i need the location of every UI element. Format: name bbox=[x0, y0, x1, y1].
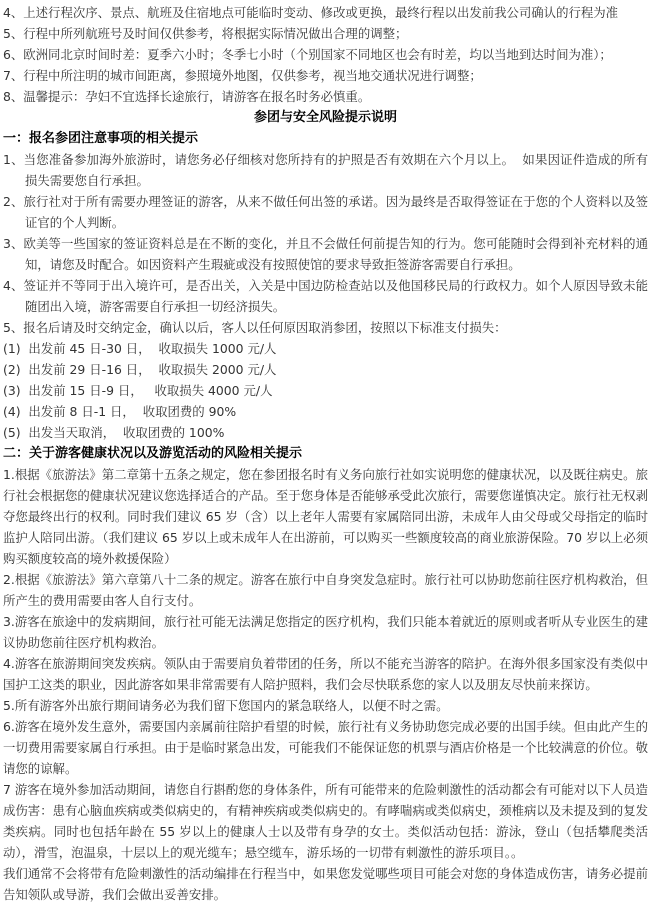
section1-heading: 一：报名参团注意事项的相关提示 bbox=[3, 131, 199, 146]
notice-line: 7、行程中所注明的城市间距离，参照境外地图，仅供参考，视当地交通状况进行调整； bbox=[3, 68, 482, 83]
section2-paragraph: 7 游客在境外参加活动期间，请您自行斟酌您的身体条件，所有可能带来的危险刺激性的活动都会有可能对以下人员造成伤害：患有心脑血疾病或类似病史的，有精神疾病或类似病史的。有哮喘病或类似病史，颈椎病以及未提及到的复发类疾病。同时也包括年龄在 55 岁以上的健康人士以及带有身孕的女士。类似活动包括：游泳，登山（包括攀爬类活动），滑雪，泡温泉，十层以上的观光缆车；悬空缆车，游乐场的一切带有刺激性的游乐项目。。 bbox=[3, 782, 648, 860]
notice-line: 4、上述行程次序、景点、航班及住宿地点可能临时变动、修改或更换，最终行程以出发前我公司确认的行程为准 bbox=[3, 5, 619, 20]
section2-heading: 二：关于游客健康状况以及游览活动的风险相关提示 bbox=[3, 446, 303, 461]
section1-item: 3、欧美等一些国家的签证资料总是在不断的变化，并且不会做任何前提告知的行为。您可能随时会得到补充材料的通知，请您及时配合。如因资料产生瑕疵或没有按照使馆的要求导致拒签游客需要自行承担。 bbox=[3, 236, 648, 272]
section2-paragraph: 3.游客在旅途中的发病期间，旅行社可能无法满足您指定的医疗机构，我们只能本着就近的原则或者听从专业医生的建议协助您前往医疗机构救治。 bbox=[3, 614, 648, 650]
section2-paragraph: 4.游客在旅游期间突发疾病。领队由于需要肩负着带团的任务，所以不能充当游客的陪护。在海外很多国家没有类似中国护工这类的职业，因此游客如果非常需要有人陪护照料，我们会尽快联系您的家人以及朋友尽快前来探访。 bbox=[3, 656, 648, 692]
section2-paragraph: 2.根据《旅游法》第六章第八十二条的规定。游客在旅行中自身突发急症时。旅行社可以协助您前往医疗机构救治，但所产生的费用需要由客人自行支付。 bbox=[3, 572, 648, 608]
cancellation-fee-line: (5) 出发当天取消， 收取团费的 100% bbox=[3, 425, 225, 440]
cancellation-fee-line: (4) 出发前 8 日-1 日， 收取团费的 90% bbox=[3, 404, 237, 419]
cancellation-fee-line: (2) 出发前 29 日-16 日， 收取损失 2000 元/人 bbox=[3, 362, 277, 377]
section1-item: 1、当您准备参加海外旅游时，请您务必仔细核对您所持有的护照是否有效期在六个月以上。 如果因证件造成的所有损失需要您自行承担。 bbox=[3, 152, 648, 188]
notice-line: 8、温馨提示：孕妇不宜选择长途旅行，请游客在报名时务必慎重。 bbox=[3, 89, 371, 104]
section1-item: 2、旅行社对于所有需要办理签证的游客，从来不做任何出签的承诺。因为最终是否取得签证在于您的个人资料以及签证官的个人判断。 bbox=[3, 194, 648, 230]
section2-paragraph: 5.所有游客外出旅行期间请务必为我们留下您国内的紧急联络人，以便不时之需。 bbox=[3, 698, 449, 713]
section2-paragraph: 1.根据《旅游法》第二章第十五条之规定，您在参团报名时有义务向旅行社如实说明您的健康状况，以及既往病史。旅行社会根据您的健康状况建议您选择适合的产品。至于您身体是否能够承受此次旅行，需要您谨慎决定。旅行社无权剥夺您最终出行的权利。同时我们建议 65 岁（含）以上老年人需要有家属陪同出游，未成年人由父母或父母指定的临时监护人陪同出游。（我们建议 65 岁以上或未成年人在出游前，可以购买一些额度较高的商业旅游保险。70 岁以上必须购买额度较高的境外救援保险） bbox=[3, 467, 648, 566]
cancellation-fee-line: (3) 出发前 15 日-9 日， 收取损失 4000 元/人 bbox=[3, 383, 273, 398]
notice-line: 6、欧洲同北京时间时差：夏季六小时；冬季七小时（个别国家不同地区也会有时差，均以当地到达时间为准）； bbox=[3, 47, 612, 62]
section2-paragraph: 我们通常不会将带有危险刺激性的活动编排在行程当中，如果您发觉哪些项目可能会对您的身体造成伤害，请务必提前告知领队或导游，我们会做出妥善安排。 bbox=[3, 866, 648, 902]
section2-paragraph: 6.游客在境外发生意外，需要国内亲属前往陪护看望的时候，旅行社有义务协助您完成必要的出国手续。但由此产生的一切费用需要家属自行承担。由于是临时紧急出发，可能我们不能保证您的机票与酒店价格是一个比较满意的价位。敬请您的谅解。 bbox=[3, 719, 648, 776]
section1-item: 5、报名后请及时交纳定金，确认以后，客人以任何原因取消参团，按照以下标准支付损失： bbox=[3, 320, 507, 335]
document-title: 参团与安全风险提示说明 bbox=[253, 110, 397, 125]
section1-item: 4、签证并不等同于出入境许可，是否出关，入关是中国边防检查站以及他国移民局的行政权力。如个人原因导致未能随团出入境，游客需要自行承担一切经济损失。 bbox=[3, 278, 648, 314]
notice-line: 5、行程中所列航班号及时间仅供参考，将根据实际情况做出合理的调整； bbox=[3, 26, 408, 41]
cancellation-fee-line: (1) 出发前 45 日-30 日， 收取损失 1000 元/人 bbox=[3, 341, 277, 356]
